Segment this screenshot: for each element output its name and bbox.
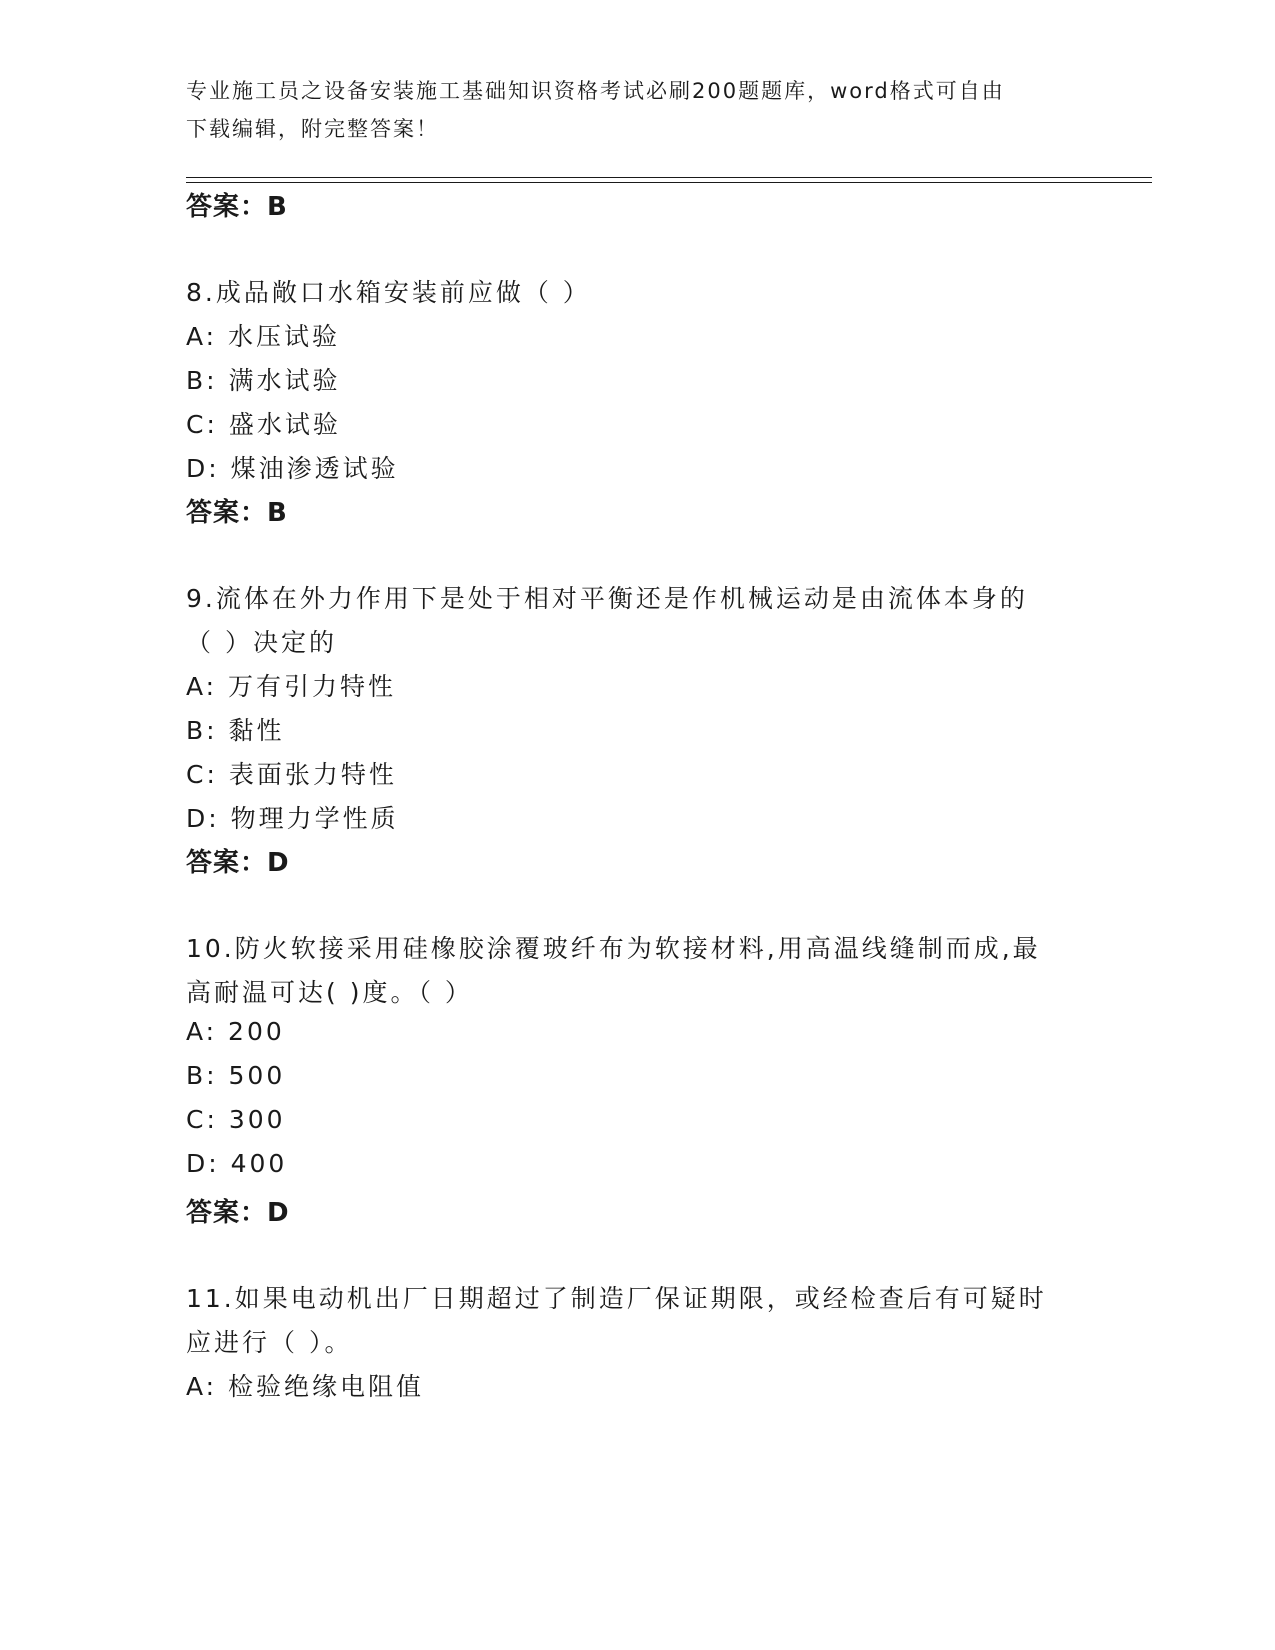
- question-9-option-a: A: 万有引力特性: [186, 672, 397, 701]
- header-divider-top: [186, 177, 1152, 178]
- question-9-option-d: D: 物理力学性质: [186, 804, 399, 833]
- question-8-stem: 8.成品敞口水箱安装前应做（ ）: [186, 278, 591, 307]
- question-9-option-c: C: 表面张力特性: [186, 760, 397, 789]
- header-note: [186, 72, 1086, 148]
- question-10-option-b: B: 500: [186, 1061, 286, 1090]
- question-9-stem-line-2: （ ）决定的: [186, 628, 337, 657]
- header-divider-bottom: [186, 182, 1152, 183]
- question-10-answer: 答案：D: [186, 1198, 290, 1228]
- question-8-option-a: A: 水压试验: [186, 322, 341, 351]
- question-8-option-b: B: 满水试验: [186, 366, 341, 395]
- question-10-stem-line-1: 10.防火软接采用硅橡胶涂覆玻纤布为软接材料,用高温线缝制而成,最: [186, 934, 1041, 963]
- question-9-stem-line-1: 9.流体在外力作用下是处于相对平衡还是作机械运动是由流体本身的: [186, 584, 1028, 613]
- question-9-option-b: B: 黏性: [186, 716, 285, 745]
- question-11-option-a: A: 检验绝缘电阻值: [186, 1372, 425, 1401]
- previous-answer: 答案：B: [186, 192, 288, 222]
- question-10-option-d: D: 400: [186, 1149, 288, 1178]
- question-8-answer: 答案：B: [186, 498, 288, 528]
- question-10-option-c: C: 300: [186, 1105, 286, 1134]
- question-8-option-d: D: 煤油渗透试验: [186, 454, 399, 483]
- question-8-option-c: C: 盛水试验: [186, 410, 341, 439]
- question-10-option-a: A: 200: [186, 1017, 285, 1046]
- question-11-stem-line-1: 11.如果电动机出厂日期超过了制造厂保证期限，或经检查后有可疑时: [186, 1284, 1047, 1313]
- header-note-line-1: 专业施工员之设备安装施工基础知识资格考试必刷200题题库，word格式可自由: [186, 79, 1005, 103]
- header-note-line-2: 下载编辑，附完整答案！: [186, 117, 439, 141]
- question-11-stem-line-2: 应进行（ ）。: [186, 1328, 353, 1357]
- question-9-answer: 答案：D: [186, 848, 290, 878]
- question-10-stem-line-2: 高耐温可达( )度。（ ）: [186, 978, 473, 1007]
